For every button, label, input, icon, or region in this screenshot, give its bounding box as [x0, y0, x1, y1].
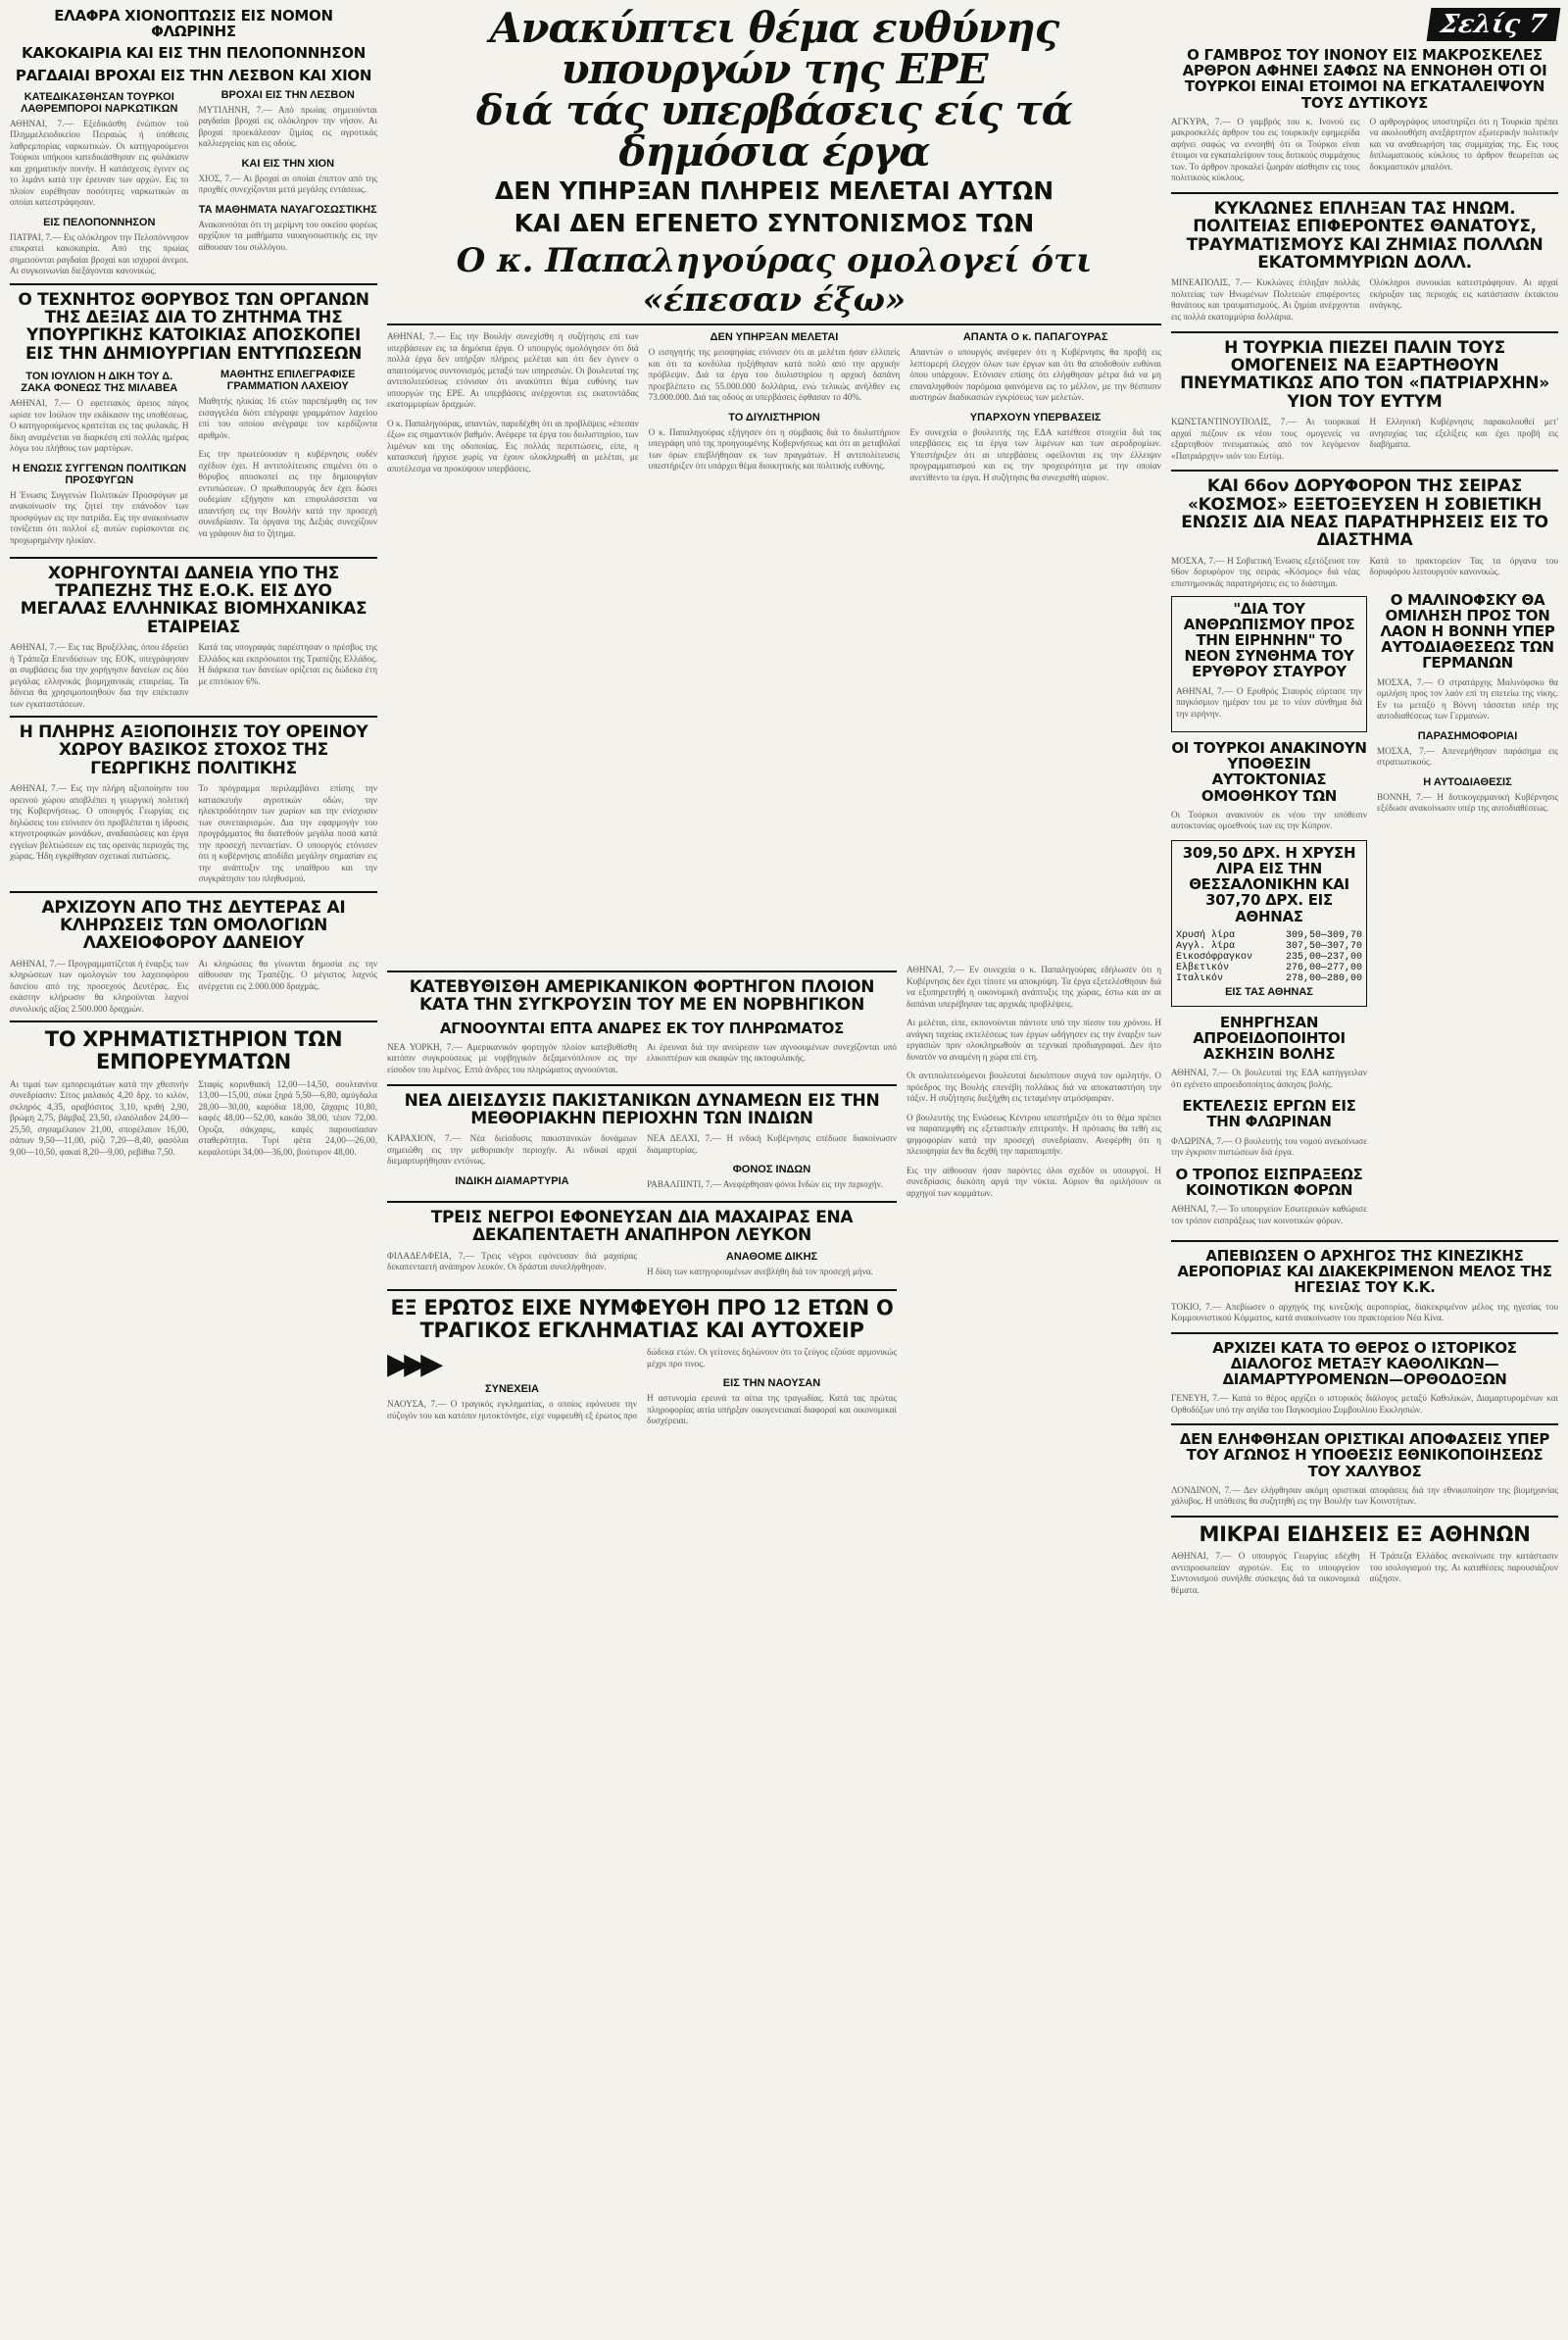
article-text: Αι έρευναι διά την ανεύρεσιν των αγνοουμένων συνεχίζονται υπό ελικοπτέρων και σκαφών της ακτοφυλακής. — [647, 1041, 897, 1064]
gold-value: 309,50—309,70 — [1285, 929, 1362, 941]
subhead-student-ticket: ΜΑΘΗΤΗΣ ΕΠΙΛΕΓΡΑΦΙΣΕ ΓΡΑΜΜΑΤΙΟΝ ΛΑΧΕΙΟΥ — [220, 369, 356, 393]
gold-price-table — [1176, 930, 1362, 984]
subhead-naousa: ΕΙΣ ΤΗΝ ΝΑΟΥΣΑΝ — [722, 1377, 821, 1390]
article-text: Αι μελέται, είπε, εκπονούνται πάντοτε υπό την πίεσιν του χρόνου. Η ανάγκη ταχείας εκτελέσεως των έργων ωδήγησεν εις την έναρξιν των εργασιών πριν ολοκληρωθούν αι τεχνικαί προδιαγραφαί. Δεν ήτο δυνατόν να αναμένη η χώρα επί έτη. — [906, 1018, 1161, 1062]
subhead-papagouras-answers: ΑΠΑΝΤΑ Ο κ. ΠΑΠΑΓΟΥΡΑΣ — [962, 331, 1108, 343]
headline-steel-nationalization: ΔΕΝ ΕΛΗΦΘΗΣΑΝ ΟΡΙΣΤΙΚΑΙ ΑΠΟΦΑΣΕΙΣ ΥΠΕΡ ΤΟΥ ΑΓΩΝΟΣ Η ΥΠΟΘΕΣΙΣ ΕΘΝΙΚΟΠΟΙΗΣΕΩΣ ΤΟΥ ΧΑΛΥΒΟΣ — [1179, 1430, 1550, 1480]
main-subheadline-1: ΔΕΝ ΥΠΗΡΞΑΝ ΠΛΗΡΕΙΣ ΜΕΛΕΤΑΙ ΑΥΤΩΝ — [494, 176, 1054, 205]
center-left-subcolumn — [387, 965, 897, 1428]
article-text: ΑΘΗΝΑΙ, 7.— Εις την πλήρη αξιοποίησιν του ορεινού χώρου αποβλέπει η γεωργική πολιτική της Κυβερνήσεως. Ο υπουργός Γεωργίας εις δηλώσεις του ετόνισεν ότι προβλέπεται η ίδρυσις κτηνοτροφικών μονάδων, αναδασώσεις και έργα εγγείων βελτιώσεων εις τας ορεινάς περιοχάς της χώρας. Ήδη εγκρίθησαν σχετικαί πιστώσεις. — [10, 783, 189, 862]
article-text: Η Τράπεζα Ελλάδος ανεκοίνωσε την κατάστασιν του ισολογισμού της. Αι καταθέσεις παρουσιάζουν αύξησιν. — [1369, 1551, 1558, 1584]
headline-commodity-exchange: ΤΟ ΧΡΗΜΑΤΙΣΤΗΡΙΟΝ ΤΩΝ ΕΜΠΟΡΕΥΜΑΤΩΝ — [44, 1027, 343, 1073]
headline-turks-suicide: ΟΙ ΤΟΥΡΚΟΙ ΑΝΑΚΙΝΟΥΝ ΥΠΟΘΕΣΙΝ ΑΥΤΟΚΤΟΝΙΑΣ ΟΜΟΘΗΚΟΥ ΤΩΝ — [1171, 739, 1367, 805]
article-text: Κατά το πρακτορείον Τας τα όργανα του δορυφόρου λειτουργούν κανονικώς. — [1369, 555, 1558, 577]
headline-firing-exercise: ΕΝΗΡΓΗΣΑΝ ΑΠΡΟΕΙΔΟΠΟΙΗΤΟΙ ΑΣΚΗΣΙΝ ΒΟΛΗΣ — [1193, 1013, 1346, 1064]
headline-snow: ΕΛΑΦΡΑ ΧΙΟΝΟΠΤΩΣΙΣ ΕΙΣ ΝΟΜΟΝ ΦΛΩΡΙΝΗΣ — [54, 7, 333, 41]
main-headline-line2: διά τάς υπερβάσεις είς τά δημόσια έργα — [475, 86, 1073, 175]
headline-rains: ΡΑΓΔΑΙΑΙ ΒΡΟΧΑΙ ΕΙΣ ΤΗΝ ΛΕΣΒΟΝ ΚΑΙ ΧΙΟΝ — [15, 66, 372, 84]
article-text: ΜΙΝΕΑΠΟΛΙΣ, 7.— Κυκλώνες έπληξαν πολλάς πολιτείας των Ηνωμένων Πολιτειών επιφέροντες θανάτους και τραυματισμούς. Αι ζημίαι ανέρχονται εις πολλά εκατομμύρια δολλάρια. — [1171, 277, 1360, 322]
headline-florina-works: ΕΚΤΕΛΕΣΙΣ ΕΡΓΩΝ ΕΙΣ ΤΗΝ ΦΛΩΡΙΝΑΝ — [1182, 1097, 1356, 1131]
subhead-lesvos: ΒΡΟΧΑΙ ΕΙΣ ΤΗΝ ΛΕΣΒΟΝ — [220, 88, 355, 101]
newspaper-page — [10, 4, 1558, 2321]
article-text: ΜΟΣΧΑ, 7.— Απενεμήθησαν παράσημα εις στρατιωτικούς. — [1377, 745, 1558, 767]
article-text: ΠΑΤΡΑΙ, 7.— Εις ολόκληρον την Πελοπόννησον επικρατεί κακοκαιρία. Από της πρωίας σημειούνται ραγδαίαι βροχαί και ισχυροί άνεμοι. Αι συγκοινωνίαι διεξάγονται κανονικώς. — [10, 231, 189, 276]
headline-athens-brief-news: ΜΙΚΡΑΙ ΕΙΔΗΣΕΙΣ ΕΞ ΑΘΗΝΩΝ — [1199, 1521, 1531, 1546]
subhead-no-studies: ΔΕΝ ΥΠΗΡΞΑΝ ΜΕΛΕΤΑΙ — [710, 331, 839, 343]
article-text: ΦΙΛΑΔΕΛΦΕΙΑ, 7.— Τρεις νέγροι εφόνευσαν διά μαχαίρας δεκαπενταετή ανάπηρον λευκόν. Οι δράσται συνελήφθησαν. — [387, 1250, 637, 1272]
article-text: ΝΑΟΥΣΑ, 7.— Ο τραγικός εγκληματίας, ο οποίος εφόνευσε την σύζυγόν του και κατόπιν ηυτοκτόνησε, είχε νυμφευθή εξ έρωτος προ δώδεκα ετών. Οι γείτονες δηλώνουν ότι το ζεύγος εζούσε αρμονικώς μέχρι προ τινος. — [387, 1347, 897, 1420]
article-text: Η αστυνομία ερευνά τα αίτια της τραγωδίας. Κατά τας πρώτας πληροφορίας αιτία υπήρξαν οικογενειακαί διαφοραί και οικονομικαί δυσχέρειαι. — [647, 1393, 897, 1426]
headline-red-cross: "ΔΙΑ ΤΟΥ ΑΝΘΡΩΠΙΣΜΟΥ ΠΡΟΣ ΤΗΝ ΕΙΡΗΝΗΝ" ΤΟ ΝΕΟΝ ΣΥΝΘΗΜΑ ΤΟΥ ΕΡΥΘΡΟΥ ΣΤΑΥΡΟΥ — [1183, 599, 1355, 681]
headline-right-wing-noise: Ο ΤΕΧΝΗΤΟΣ ΘΟΡΥΒΟΣ ΤΩΝ ΟΡΓΑΝΩΝ ΤΗΣ ΔΕΞΙΑΣ ΔΙΑ ΤΟ ΖΗΤΗΜΑ ΤΗΣ ΥΠΟΥΡΓΙΚΗΣ ΚΑΤΟΙΚΙΑΣ ΑΠΟΣΚΟΠΕΙ ΕΙΣ ΤΗΝ ΔΗΜΙΟΥΡΓΙΑΝ ΕΝΤΥΠΩΣΕΩΝ — [18, 289, 369, 364]
article-text: Ο βουλευτής της Ενώσεως Κέντρου υπεστήριξεν ότι το θέμα πρέπει να παραπεμφθή εις εξεταστικήν επιτροπήν. Η πρότασις θα τεθή εις ψηφοφορίαν κατά την προσεχή συνεδρίασιν. Ανεφέρθη ότι η πλειοψηφία δεν θα δεχθή την παραπομπήν. — [906, 1112, 1161, 1156]
article-text: Απαντών ο υπουργός ανέφερεν ότι η Κυβέρνησις θα προβή εις λεπτομερή έλεγχον όλων των έργων και ότι θα αποδοθούν ευθύναι όπου υπάρχουν. Ετόνισεν επίσης ότι ελήφθησαν μέτρα διά να μη επαναληφθούν παρόμοια φαινόμενα εις το μέλλον, με την θέσπισιν αυστηρών διαδικασιών εγκρίσεως των μελετών. — [909, 347, 1161, 402]
subhead-trial: ΑΝΑΘΟΜΕ ΔΙΚΗΣ — [725, 1250, 818, 1263]
article-text: Εν συνεχεία ο βουλευτής της ΕΔΑ κατέθεσε στοιχεία διά τας υπερβάσεις εις τα έργα των λιμένων και των αεροδρομίων. Υπεστήριξεν ότι αι υπερβάσεις οφείλονται εις την έλλειψιν προγραμματισμού και εις την προχειρότητα με την οποίαν ανετίθεντο τα έργα. Η συζήτησις θα συνεχισθή αύριον. — [909, 426, 1161, 482]
gold-row — [1176, 963, 1362, 973]
gold-value: 307,50—307,70 — [1285, 940, 1362, 952]
headline-seven-missing: ΑΓΝΟΟΥΝΤΑΙ ΕΠΤΑ ΑΝΔΡΕΣ ΕΚ ΤΟΥ ΠΛΗΡΩΜΑΤΟΣ — [439, 1019, 844, 1037]
gold-row — [1176, 973, 1362, 984]
article-text: Εις την πρωτεύουσαν η κυβέρνησις ουδέν σχέδιον έχει. Η αντιπολίτευσις επιμένει ότι ο θόρυβος αποσκοπεί εις την δημιουργίαν εντυπώσεων. Ο πρωθυπουργός δεν έχει δώσει ουδεμίαν εξήγησιν και επιφυλάσσεται να απαντήση εις την Βουλήν κατά την προσεχή συνεδρίασιν. Τα όργανα της Δεξιάς συνεχίζουν να γράφουν δια το ζήτημα. — [198, 449, 377, 538]
headline-turkey-patriarch: Η ΤΟΥΡΚΙΑ ΠΙΕΖΕΙ ΠΑΛΙΝ ΤΟΥΣ ΟΜΟΓΕΝΕΙΣ ΝΑ ΕΞΑΡΤΗΘΟΥΝ ΠΝΕΥΜΑΤΙΚΩΣ ΑΠΟ ΤΟΝ «ΠΑΤΡΙΑΡΧΗΝ» ΥΙΟΝ ΤΟΥ ΕΥΤΥΜ — [1180, 337, 1549, 412]
right-column — [1171, 8, 1558, 1599]
headline-three-negroes: ΤΡΕΙΣ ΝΕΓΡΟΙ ΕΦΟΝΕΥΣΑΝ ΔΙΑ ΜΑΧΑΙΡΑΣ ΕΝΑ ΔΕΚΑΠΕΝΤΑΕΤΗ ΑΝΑΠΗΡΟΝ ΛΕΥΚΟΝ — [430, 1207, 854, 1246]
article-text: ΑΘΗΝΑΙ, 7.— Ο υπουργός Γεωργίας εδέχθη αντιπροσωπείαν αγροτών. Εις το υπουργείον Συντονισμού συνήλθε σύσκεψις διά τα οικονομικά θέματα. — [1171, 1551, 1360, 1595]
subhead-peloponnese: ΕΙΣ ΠΕΛΟΠΟΝΝΗΣΟΝ — [43, 216, 156, 228]
headline-pakistani-forces: ΝΕΑ ΔΙΕΙΣΔΥΣΙΣ ΠΑΚΙΣΤΑΝΙΚΩΝ ΔΥΝΑΜΕΩΝ ΕΙΣ ΤΗΝ ΜΕΘΟΡΙΑΚΗΝ ΠΕΡΙΟΧΗΝ ΤΩΝ ΙΝΔΙΩΝ — [404, 1090, 880, 1129]
gold-label: Ελβετικόν — [1176, 962, 1230, 973]
article-text: ΚΑΡΑΧΙΟΝ, 7.— Νέα διείσδυσις πακιστανικών δυνάμεων σημειώθη εις την μεθοριακήν περιοχήν. Αι ινδικαί αρχαί διεμαρτυρήθησαν εντόνως. — [387, 1133, 637, 1167]
subhead-decorations: ΠΑΡΑΣΗΜΟΦΟΡΙΑΙ — [1417, 729, 1518, 742]
subhead-indian-protest: ΙΝΔΙΚΗ ΔΙΑΜΑΡΤΥΡΙΑ — [455, 1174, 569, 1187]
article-text: ΜΟΣΧΑ, 7.— Η Σοβιετική Ένωσις εξετόξευσε τον 66ον δορυφόρον της σειράς «Κόσμος» διά νέας επιστημονικάς παρατηρήσεις εις το διάστημα. — [1171, 555, 1360, 588]
headline-church-dialogue: ΑΡΧΙΖΕΙ ΚΑΤΑ ΤΟ ΘΕΡΟΣ Ο ΙΣΤΟΡΙΚΟΣ ΔΙΑΛΟΓΟΣ ΜΕΤΑΞΥ ΚΑΘΟΛΙΚΩΝ—ΔΙΑΜΑΡΤΥΡΟΜΕΝΩΝ—ΟΡΘΟΔΟΞΩΝ — [1212, 1338, 1517, 1388]
last-hour-banner: Σελίς 7 — [1427, 8, 1561, 41]
article-text: ΡΑΒΑΛΠΙΝΤΙ, 7.— Ανεφέρθησαν φόνοι Ινδών εις την περιοχήν. — [647, 1179, 884, 1190]
article-text: Ο αρθρογράφος υποστηρίζει ότι η Τουρκία πρέπει να ακολουθήση ανεξάρτητον εξωτερικήν πολιτικήν και να αναθεωρήση τας συμμαχίας της. Εις τους διπλωματικούς κύκλους το άρθρον θεωρείται ως δοκιμαστικόν μπαλόνι. — [1369, 116, 1558, 172]
center-right-subcolumn — [906, 965, 1161, 1428]
gold-label: Χρυσή λίρα — [1176, 929, 1236, 941]
subhead-self-determination: Η ΑΥΤΟΔΙΑΘΕΣΙΣ — [1423, 775, 1512, 788]
article-text: Οι αντιπολιτευόμενοι βουλευταί διεκόπτουν συχνά τον ομιλητήν. Ο πρόεδρος της Βουλής επενέβη πολλάκις διά να αποκαταστήση την τάξιν. Η συζήτησις διεξήχθη εις τεταμένην ατμόσφαιραν. — [906, 1070, 1161, 1103]
main-subheadline-2: ΚΑΙ ΔΕΝ ΕΓΕΝΕΤΟ ΣΥΝΤΟΝΙΣΜΟΣ ΤΩΝ — [514, 209, 1035, 237]
article-text: Η δίκη των κατηγορουμένων ανεβλήθη διά τον προσεχή μήνα. — [647, 1266, 873, 1276]
article-text: ΑΘΗΝΑΙ, 7.— Το υπουργείον Εσωτερικών καθώρισε τον τρόπον εισπράξεως των κοινοτικών φόρων. — [1171, 1204, 1367, 1225]
article-text: Σταφίς κορινθιακή 12,00—14,50, σουλτανίνα 13,00—15,00, σύκα ξηρά 5,50—6,80, αμύγδαλα 28,00—30,00, καρύδια 18,00, ζάχαρις 10,80, καφές 48,00—52,00, κακάο 38,00, τέιον 72,00. Ορυζα, σάκχαρις, καφές παρουσίασαν σταθερότητα. Τυρί φέτα 24,00—26,00, κεφαλοτύρι 34,00—36,00, βούτυρον 48,00. — [198, 1078, 377, 1157]
headline-mountain-areas: Η ΠΛΗΡΗΣ ΑΞΙΟΠΟΙΗΣΙΣ ΤΟΥ ΟΡΕΙΝΟΥ ΧΩΡΟΥ ΒΑΣΙΚΟΣ ΣΤΟΧΟΣ ΤΗΣ ΓΕΩΡΓΙΚΗΣ ΠΟΛΙΤΙΚΗΣ — [19, 722, 368, 778]
headline-inonu-son-in-law: Ο ΓΑΜΒΡΟΣ ΤΟΥ ΙΝΟΝΟΥ ΕΙΣ ΜΑΚΡΟΣΚΕΛΕΣ ΑΡΘΡΟΝ ΑΦΗΝΕΙ ΣΑΦΩΣ ΝΑ ΕΝΝΟΗΘΗ ΟΤΙ ΟΙ ΤΟΥΡΚΟΙ ΕΙΝΑΙ ΕΤΟΙΜΟΙ ΝΑ ΕΓΚΑΤΑΛΕΙΨΟΥΝ ΤΟΥΣ ΔΥΤΙΚΟΥΣ — [1182, 46, 1547, 112]
article-text: Ο κ. Παπαληγούρας εξήγησεν ότι η σύμβασις διά το διυλιστήριον υπεγράφη υπό της προηγουμένης Κυβερνήσεως και ότι αι μεταβολαί των όρων επεβλήθησαν εκ των πραγμάτων. Η αντιπολίτευσις υπεστήριξεν ότι υπάρχει θέμα διοικητικής και πολιτικής ευθύνης. — [648, 426, 901, 471]
article-text: ΓΕΝΕΥΗ, 7.— Κατά το θέρος αρχίζει ο ιστορικός διάλογος μεταξύ Καθολικών, Διαμαρτυρομένων και Ορθοδόξων υπό την αιγίδα του Παγκοσμίου Συμβουλίου Εκκλησιών. — [1171, 1393, 1558, 1415]
subhead-chios: ΚΑΙ ΕΙΣ ΤΗΝ ΧΙΟΝ — [241, 157, 335, 170]
subhead-athens: ΕΙΣ ΤΑΣ ΑΘΗΝΑΣ — [1225, 985, 1313, 998]
subhead-indian-murder: ΦΟΝΟΣ ΙΝΔΩΝ — [732, 1164, 811, 1176]
headline-bad-weather: ΚΑΚΟΚΑΙΡΙΑ ΚΑΙ ΕΙΣ ΤΗΝ ΠΕΛΟΠΟΝΝΗΣΟΝ — [22, 44, 366, 63]
article-text: Ο κ. Παπαληγούρας, απαντών, παρεδέχθη ότι αι προβλέψεις «έπεσαν έξω» εις σημαντικόν βαθμόν. Ανέφερε τα έργα του διυλιστηρίου, των λιμένων και της οδοποιίας. Εις πολλάς περιπτώσεις, είπε, η κατασκευή ήρχισε χωρίς να έχουν ολοκληρωθή αι μελέται, με αποτέλεσμα να προκύψουν υπερβάσεις. — [387, 418, 639, 473]
article-text: ΝΕΑ ΥΟΡΚΗ, 7.— Αμερικανικόν φορτηγόν πλοίον κατεβυθίσθη κατόπιν συγκρούσεως με νορβηγικόν δεξαμενόπλοιον εις την είσοδον του λιμένος. Επτά άνδρες του πληρώματος αγνοούνται. — [387, 1041, 637, 1074]
article-text: Η Ελληνική Κυβέρνησις παρακολουθεί μετ' ανησυχίας τας εξελίξεις και έχει προβή εις διαβήματα. — [1369, 417, 1558, 450]
gold-value: 235,00—237,00 — [1285, 951, 1362, 963]
gold-label: Αγγλ. λίρα — [1176, 940, 1236, 952]
article-text: ΚΩΝΣΤΑΝΤΙΝΟΥΠΟΛΙΣ, 7.— Αι τουρκικαί αρχαί πιέζουν εκ νέου τους ομογενείς να εξαρτηθούν πνευματικώς από τον λεγόμενον «Πατριάρχην» υιόν του Ευτύμ. — [1171, 417, 1360, 461]
article-text: ΒΟΝΝΗ, 7.— Η δυτικογερμανική Κυβέρνησις εξέδωσε ανακοίνωσιν υπέρ της αυτοδιαθέσεως. — [1377, 791, 1558, 813]
article-text: Οι Τούρκοι ανακινούν εκ νέου την υπόθεσιν αυτοκτονίας ομοεθνούς των εις την Κύπρον. — [1171, 809, 1367, 831]
subhead-refugee-relatives: Η ΕΝΩΣΙΣ ΣΥΓΓΕΝΩΝ ΠΟΛΙΤΙΚΩΝ ΠΡΟΣΦΥΓΩΝ — [12, 462, 187, 486]
headline-malinovsky: Ο ΜΑΛΙΝΟΦΣΚΥ ΘΑ ΟΜΙΛΗΣΗ ΠΡΟΣ ΤΟΝ ΛΑΟΝ Η ΒΟΝΝΗ ΥΠΕΡ ΑΥΤΟΔΙΑΘΕΣΕΩΣ ΤΩΝ ΓΕΡΜΑΝΩΝ — [1380, 590, 1555, 672]
subhead-turks-convicted: ΚΑΤΕΔΙΚΑΣΘΗΣΑΝ ΤΟΥΡΚΟΙ ΛΑΘΡΕΜΠΟΡΟΙ ΝΑΡΚΩΤΙΚΩΝ — [21, 90, 178, 115]
headline-chinese-airforce: ΑΠΕΒΙΩΣΕΝ Ο ΑΡΧΗΓΟΣ ΤΗΣ ΚΙΝΕΖΙΚΗΣ ΑΕΡΟΠΟΡΙΑΣ ΚΑΙ ΔΙΑΚΕΚΡΙΜΕΝΟΝ ΜΕΛΟΣ ΤΗΣ ΗΓΕΣΙΑΣ ΤΟΥ Κ.Κ. — [1177, 1247, 1552, 1297]
gold-row — [1176, 952, 1362, 963]
main-quote-headline: Ο κ. Παπαληγούρας ομολογεί ότι «έπεσαν έξω» — [387, 241, 1161, 325]
article-text: Το πρόγραμμα περιλαμβάνει επίσης την κατασκευήν αγροτικών οδών, την ηλεκτροδότησιν των χωρίων και την ενίσχυσιν των συνεταιρισμών. Δια την εφαρμογήν του προγράμματος θα διατεθούν μεγάλα ποσά κατά την προσεχή πενταετίαν. Ο υπουργός ετόνισεν ότι η κυβέρνησις αποδίδει μεγάλην σημασίαν εις την ανάπτυξιν της υπαίθρου και την συγκράτησιν του πληθυσμού. — [198, 783, 377, 884]
article-text: Ολόκληροι συνοικίαι κατεστράφησαν. Αι αρχαί εκήρυξαν τας περιοχάς εις κατάστασιν έκτακτου ανάγκης. — [1369, 277, 1558, 311]
article-text: ΦΛΩΡΙΝΑ, 7.— Ο βουλευτής του νομού ανεκοίνωσε την έγκρισιν πιστώσεων διά έργα. — [1171, 1135, 1367, 1158]
subhead-overruns-exist: ΥΠΑΡΧΟΥΝ ΥΠΕΡΒΑΣΕΙΣ — [969, 411, 1102, 423]
subhead-lifeguard: ΤΑ ΜΑΘΗΜΑΤΑ ΝΑΥΑΓΟΣΩΣΤΙΚΗΣ — [198, 203, 377, 216]
article-text: ΑΘΗΝΑΙ, 7.— Προγραμματίζεται ή έναρξις των κληρώσεων των ομολογιών του λαχειοφόρου δανείου από της προσεχούς Δευτέρας. Εις εκάστην κλήρωσιν θα κληρούνται λαχνοί συνολικής αξίας 2.500.000 δραχμών. — [10, 958, 189, 1014]
headline-married-for-love: ΕΞ ΕΡΩΤΟΣ ΕΙΧΕ ΝΥΜΦΕΥΘΗ ΠΡΟ 12 ΕΤΩΝ Ο ΤΡΑΓΙΚΟΣ ΕΓΚΛΗΜΑΤΙΑΣ ΚΑΙ ΑΥΤΟΧΕΙΡ — [390, 1295, 894, 1342]
gold-value: 278,00—280,00 — [1285, 972, 1362, 984]
article-text: ΑΘΗΝΑΙ, 7.— Εις τας Βρυξέλλας, όπου έδρεύει ή Τράπεζα Επενδύσεων της ΕΟΚ, υπεγράφησαν αι συμβάσεις δια την χορήγησιν δανείων εις δύο μεγάλας ελληνικάς βιομηχανικάς εταιρείας. Τα δάνεια θα χρησιμοποιηθούν δια την επέκτασιν των εγκαταστάσεων. — [10, 642, 189, 709]
gold-label: Ιταλικόν — [1176, 972, 1224, 984]
headline-lottery-bonds: ΑΡΧΙΖΟΥΝ ΑΠΟ ΤΗΣ ΔΕΥΤΕΡΑΣ ΑΙ ΚΛΗΡΩΣΕΙΣ ΤΩΝ ΟΜΟΛΟΓΙΩΝ ΛΑΧΕΙΟΦΟΡΟΥ ΔΑΝΕΙΟΥ — [41, 897, 346, 954]
article-text: ΑΘΗΝΑΙ, 7.— Εν συνεχεία ο κ. Παπαληγούρας εδήλωσεν ότι η Κυβέρνησις δεν έχει τίποτε να αποκρύψη. Τα έργα εξετελέσθησαν διά να εξυπηρετηθή η οικονομική ανάπτυξις της χώρας, έστω και αν αι δαπάναι υπερέβησαν τας αρχικάς προβλέψεις. — [906, 965, 1161, 1009]
article-text: Αι τιμαί των εμπορευμάτων κατά την χθεσινήν συνεδρίασιν: Σίτος μαλακός 4,20 δρχ. το κιλόν, σκληρός 4,35, αραβόσιτος 3,10, κριθή 2,90, βρώμη 2,75, βάμβαξ 23,50, ελαιόλαδον 24,00—25,50, σησαμέλαιον 21,00, σπορέλαιον 16,00, σάπων 9,50—11,00, ρύζι 7,20—8,40, φασόλια 9,00—10,50, φακαί 8,20—9,00, ρεβίθια 7,50. — [10, 1078, 189, 1157]
article-text: ΜΥΤΙΛΗΝΗ, 7.— Από πρωίας σημειούνται ραγδαίαι βροχαί εις ολόκληρον την νήσον. Αι βροχαί προεκάλεσαν ζημίας εις αγροτικάς καλλιεργείας και εις οδούς. — [198, 104, 377, 149]
article-text: ΑΓΚΥΡΑ, 7.— Ο γαμβρός του κ. Ινονού εις μακροσκελές άρθρον του εις τουρκικήν εφημερίδα αφήνει σαφώς να εννοηθή ότι οι Τούρκοι είναι έτοιμοι να εγκαταλείψουν τους δυτικούς συμμάχους των. Το άρθρον προκαλεί ζωηράν αίσθησιν εις τους πολιτικούς κύκλους. — [1171, 116, 1360, 183]
article-text: ΑΘΗΝΑΙ, 7.— Ο Ερυθρός Σταυρός εόρτασε την παγκόσμιον ημέραν του με το νέον σύνθημα διά την ειρήνην. — [1176, 685, 1362, 719]
center-column — [387, 4, 1161, 1428]
headline-cyclones: ΚΥΚΛΩΝΕΣ ΕΠΛΗΞΑΝ ΤΑΣ ΗΝΩΜ. ΠΟΛΙΤΕΙΑΣ ΕΠΙΦΕΡΟΝΤΕΣ ΘΑΝΑΤΟΥΣ, ΤΡΑΥΜΑΤΙΣΜΟΥΣ ΚΑΙ ΖΗΜΙΑΣ ΠΟΛΛΩΝ ΕΚΑΤΟΜΜΥΡΙΩΝ ΔΟΛΛ. — [1186, 199, 1544, 274]
article-text: Ο εισηγητής της μειοψηφίας ετόνισεν ότι αι μελέται ήσαν ελλιπείς και ότι τα κονδύλια ηυξήθησαν κατά πολύ από την αρχικήν πρόβλεψιν. Διά τα έργα του διυλιστηρίου η αρχική δαπάνη προεβλέπετο εις 55.000.000 δολλάρια, ενώ τελικώς ανήλθεν εις 73.000.000. Διά τας οδούς αι υπερβάσεις έφθασαν το 40%. — [648, 347, 901, 402]
article-text: ΝΕΑ ΔΕΛΧΙ, 7.— Η ινδική Κυβέρνησις επέδωσε διακοίνωσιν διαμαρτυρίας. — [647, 1133, 897, 1155]
headline-eec-loans: ΧΟΡΗΓΟΥΝΤΑΙ ΔΑΝΕΙΑ ΥΠΟ ΤΗΣ ΤΡΑΠΕΖΗΣ ΤΗΣ Ε.Ο.Κ. ΕΙΣ ΔΥΟ ΜΕΓΑΛΑΣ ΕΛΛΗΝΙΚΑΣ ΒΙΟΜΗΧΑΝΙΚΑΣ ΕΤΑΙΡΕΙΑΣ — [20, 563, 368, 637]
article-text: Κατά τας υπογραφάς παρέστησαν ο πρέσβυς της Ελλάδος και εκπρόσωποι της Τραπέζης Ελλάδος. Η διάρκεια των δανείων ορίζεται εις δώδεκα έτη με επιτόκιον 6%. — [198, 642, 377, 686]
subhead-refinery: ΤΟ ΔΙΥΛΙΣΤΗΡΙΟΝ — [728, 411, 820, 423]
article-text: ΑΘΗΝΑΙ, 7.— Οι βουλευταί της ΕΔΑ κατήγγειλαν ότι εγένετο απροειδοποίητος άσκησις βολής. — [1171, 1068, 1367, 1089]
article-text: ΑΘΗΝΑΙ, 7.— Ο εφετειακός άρειος πάγος ωρίσε τον Ιούλιον την εκδίκασιν της υποθέσεως. Ο κατηγορούμενος κρατείται εις τας φυλακάς. Η δίκη αναμένεται να διαρκέση επί πολλάς ημέρας λόγω του πλήθους των μαρτύρων. — [10, 398, 189, 454]
main-headline-line1: Ανακύπτει θέμα ευθύνης υπουργών της ΕΡΕ — [489, 4, 1059, 93]
article-text: ΜΟΣΧΑ, 7.— Ο στρατάρχης Μαλινόφσκυ θα ομιλήση προς τον λαόν επί τη επετείω της νίκης. Εν τω μεταξύ η Βόννη τάσσεται υπέρ της αυτοδιαθέσεως των Γερμανών. — [1377, 676, 1558, 721]
article-text: Η Ένωσις Συγγενών Πολιτικών Προσφύγων με ανακοίνωσίν της ζητεί την επάνοδον των προσφύγων εις την πατρίδα. Εις την ανακοίνωσιν τονίζεται ότι πολλοί εξ αυτών ευρίσκονται εις προχωρημένην ηλικίαν. — [10, 489, 189, 545]
article-text: ΤΟΚΙΟ, 7.— Απεβίωσεν ο αρχηγός της κινεζικής αεροπορίας, διακεκριμένον μέλος της ηγεσίας του Κομμουνιστικού Κόμματος, κατά ανακοίνωσιν του πρακτορείου Νέα Κίνα. — [1171, 1301, 1558, 1323]
gold-row — [1176, 930, 1362, 941]
headline-gold-sovereign: 309,50 ΔΡΧ. Η ΧΡΥΣΗ ΛΙΡΑ ΕΙΣ ΤΗΝ ΘΕΣΣΑΛΟΝΙΚΗΝ ΚΑΙ 307,70 ΔΡΧ. ΕΙΣ ΑΘΗΝΑΣ — [1182, 843, 1356, 925]
gold-row — [1176, 941, 1362, 952]
headline-ship-sunk: ΚΑΤΕΒΥΘΙΣΘΗ ΑΜΕΡΙΚΑΝΙΚΟΝ ΦΟΡΤΗΓΟΝ ΠΛΟΙΟΝ ΚΑΤΑ ΤΗΝ ΣΥΓΚΡΟΥΣΙΝ ΤΟΥ ΜΕ ΕΝ ΝΟΡΒΗΓΙΚΟΝ — [409, 977, 875, 1016]
article-text: ΧΙΟΣ, 7.— Αι βροχαί αι οποίαι έπιπτον από της προχθές συνεχίζονται μετά μεγάλης εντάσεως. — [198, 173, 377, 195]
article-text: Μαθητής ηλικίας 16 ετών παρεπέμφθη εις τον εισαγγελέα διότι επέγραψε γραμμάτιον λαχείου επί του οποίου ανέγραψε τον κερδίζοντα αριθμόν. — [198, 396, 377, 440]
article-text: ΑΘΗΝΑΙ, 7.— Εξεδικάσθη ένώπιον τού Πλημμελειοδικείου Πειραιώς ή ύπόθεσις λαθρεμπορίας ναρκωτικών. Οι κατηγορούμενοι Τούρκοι υπήκοοι κατεδικάσθησαν εις φυλάκισιν και χρηματικήν ποινήν. Η κατάσχεσις έγινεν εις το λιμάνι κατά την έρευναν των αρχών. Εις το πλοίον ευρέθησαν ποσότητες ναρκωτικών αι οποίαι κατεστράφησαν. — [10, 118, 189, 208]
article-text: ΛΟΝΔΙΝΟΝ, 7.— Δεν ελήφθησαν ακόμη οριστικαί αποφάσεις διά την εθνικοποίησιν της βιομηχανίας χάλυβος. Η υπόθεσις θα συζητηθή εις την Βουλήν των Κοινοτήτων. — [1171, 1484, 1558, 1507]
subhead-continued: ΣΥΝΕΧΕΙΑ — [485, 1383, 539, 1396]
article-text: ΑΘΗΝΑΙ, 7.— Εις την Βουλήν συνεχίσθη η συζήτησις επί των υπερβάσεων εις τα δημόσια έργα. Ο υπουργός ομολόγησεν ότι διά πολλά έργα δεν υπήρξαν πλήρεις μελέται και ότι δεν έγινεν ο απαιτούμενος συντονισμός μεταξύ των υπηρεσιών. Οι βουλευταί της αντιπολιτεύσεως ετόνισαν ότι ανακύπτει θέμα ευθύνης των υπουργών της ΕΡΕ. Αι υπερβάσεις ανέρχονται εις εκατοντάδας εκατομμυρίων δραχμών. — [387, 331, 639, 409]
left-column — [10, 8, 377, 1166]
article-text: Αι κληρώσεις θα γίνωνται δημοσία εις την αίθουσαν της Τραπέζης. Ο μέγιστος λαχνός ανέρχεται εις 2.000.000 δραχμάς. — [198, 958, 377, 991]
arrows-icon: ▶▶▶ — [387, 1347, 438, 1382]
article-text: Ανακοινούται ότι τη μερίμνη του οικείου φορέως αρχίζουν τα μαθήματα ναυαγοσωστικής εις την αίθουσαν του συλλόγου. — [198, 219, 377, 252]
article-text: Εις την αίθουσαν ήσαν παρόντες όλοι σχεδόν οι υπουργοί. Η συνεδρίασις διεκόπη αργά την νύκτα. Αύριον θα ομιλήσουν οι αρχηγοί των κομμάτων. — [906, 1165, 1161, 1198]
gold-label: Εικοσόφραγκον — [1176, 951, 1253, 963]
headline-community-taxes: Ο ΤΡΟΠΟΣ ΕΙΣΠΡΑΞΕΩΣ ΚΟΙΝΟΤΙΚΩΝ ΦΟΡΩΝ — [1175, 1165, 1363, 1199]
subhead-zakas-trial: ΤΟΝ ΙΟΥΛΙΟΝ Η ΔΙΚΗ ΤΟΥ Δ. ΖΑΚΑ ΦΟΝΕΩΣ ΤΗΣ ΜΙΛΑΒΕΑ — [21, 371, 178, 395]
headline-kosmos-satellite: ΚΑΙ 66ον ΔΟΡΥΦΟΡΟΝ ΤΗΣ ΣΕΙΡΑΣ «ΚΟΣΜΟΣ» ΕΞΕΤΟΞΕΥΣΕΝ Η ΣΟΒΙΕΤΙΚΗ ΕΝΩΣΙΣ ΔΙΑ ΝΕΑΣ ΠΑΡΑΤΗΡΗΣΕΙΣ ΕΙΣ ΤΟ ΔΙΑΣΤΗΜΑ — [1181, 476, 1548, 551]
gold-value: 276,00—277,00 — [1285, 962, 1362, 973]
